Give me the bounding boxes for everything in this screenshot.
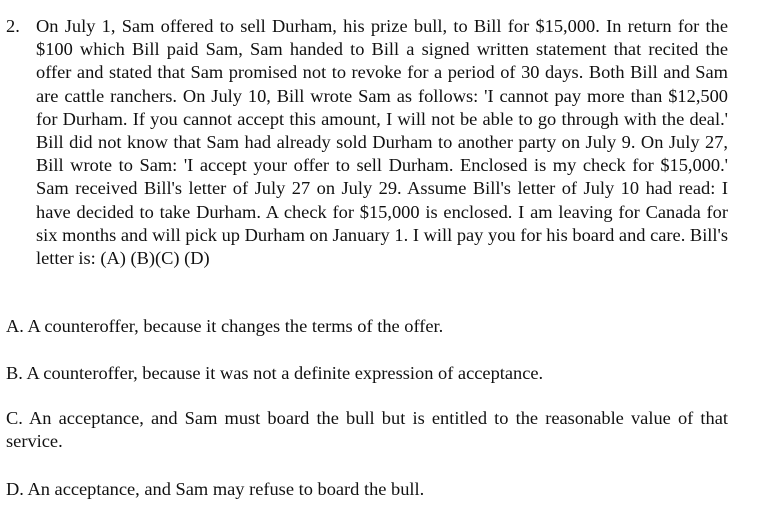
question-block	[6, 15, 728, 270]
option-a: A. A counteroffer, because it changes the terms of the offer.	[6, 316, 444, 336]
option-d: D. An acceptance, and Sam may refuse to board the bull.	[6, 479, 425, 499]
option-c: C. An acceptance, and Sam must board the bull but is entitled to the reasonable value of that service.	[6, 408, 728, 452]
option-b: B. A counteroffer, because it was not a definite expression of acceptance.	[6, 363, 544, 383]
question-number: 2.	[6, 16, 20, 36]
question-text: On July 1, Sam offered to sell Durham, his prize bull, to Bill for $15,000. In return for the $100 which Bill paid Sam, Sam handed to Bill a signed written statement that recited the offer and stated that Sam promised not to revoke for a period of 30 days. Both Bill and Sam are cattle ranchers. On July 10, Bill wrote Sam as follows: 'I cannot pay more than $12,500 for Durham. If you cannot accept this amount, I will not be able to go through with the deal.' Bill did not know that Sam had already sold Durham to another party on July 9. On July 27, Bill wrote to Sam: 'I accept your offer to sell Durham. Enclosed is my check for $15,000.' Sam received Bill's letter of July 27 on July 29. Assume Bill's letter of July 10 had read: I have decided to take Durham. A check for $15,000 is enclosed. I am leaving for Canada for six months and will pick up Durham on January 1. I will pay you for his board and care. Bill's letter is: (A) (B)(C) (D)	[36, 16, 728, 269]
